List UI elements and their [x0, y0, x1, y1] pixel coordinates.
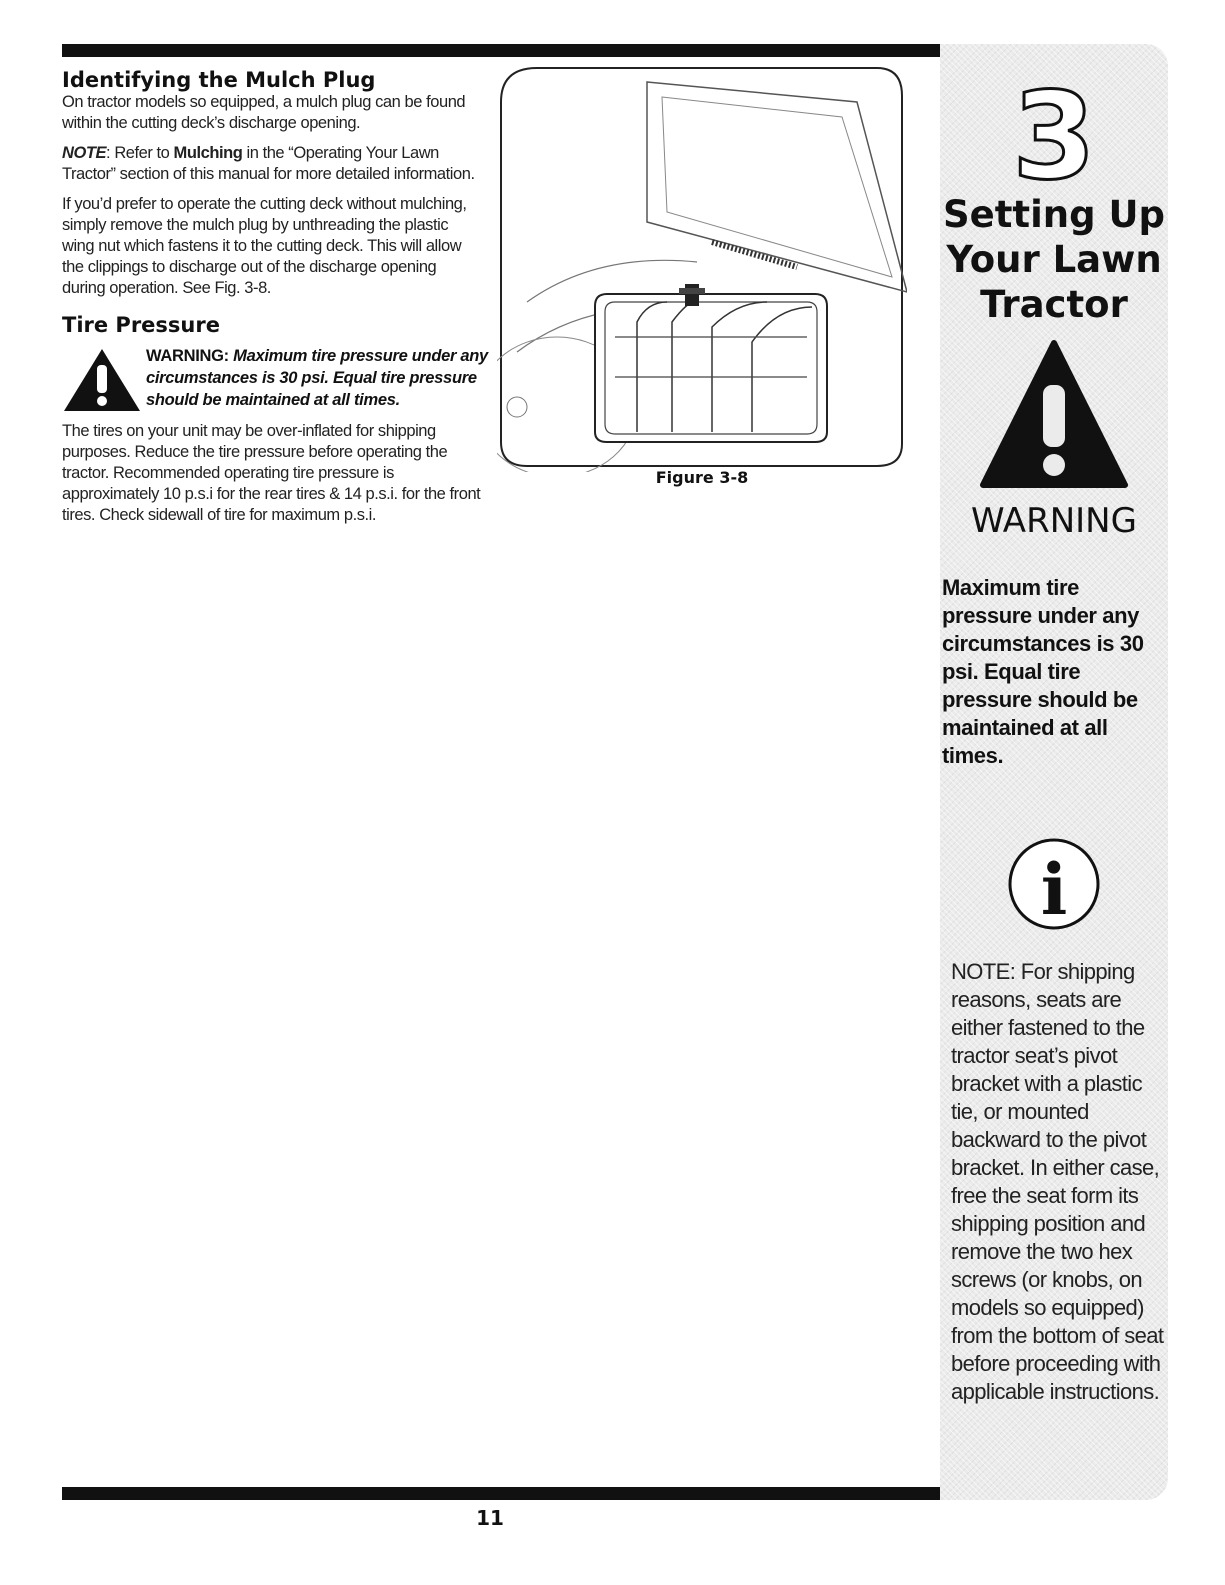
sidebar-info-icon-wrap — [940, 834, 1168, 939]
note-text-start: : Refer to — [106, 144, 174, 162]
main-column — [62, 68, 488, 526]
warning-triangle-icon — [62, 347, 142, 413]
mulch-removal-paragraph: If you’d prefer to operate the cutting deck without mulching, simply remove the mulch plug by unthreading the plastic wing nut which fastens it to the cutting deck. This will allow the clippings to discharge out of the discharge opening during operation. See Fig. 3-8. — [62, 195, 467, 297]
info-icon-letter: i — [1040, 848, 1068, 931]
mulching-note — [62, 143, 482, 185]
footer-rule — [62, 1487, 940, 1500]
figure-caption: Figure 3-8 — [655, 468, 749, 487]
chapter-title-line2: Your Lawn — [946, 238, 1162, 281]
chapter-title — [940, 192, 1168, 327]
chapter-number-graphic — [994, 80, 1114, 190]
warning-label: WARNING: — [146, 347, 229, 365]
chapter-number-badge — [940, 80, 1168, 195]
sidebar-note-text: NOTE: For shipping reasons, seats are either fastened to the tractor seat’s pivot bracket with a plastic tie, or mounted backward to the pivot bracket. In either case, free the seat form its shipping position and remove the two hex screws (or knobs, on models so equipped) from the bottom of seat before proceeding with applicable instructions. — [951, 959, 1164, 1404]
warning-message: Maximum tire pressure under any circumstances is 30 psi. Equal tire pressure should be maintained at all times. — [146, 347, 488, 409]
note-text-end: in the “Operating Your Lawn Tractor” section of this manual for more detailed information. — [62, 144, 475, 183]
info-icon — [1004, 834, 1104, 934]
header-rule — [62, 44, 940, 57]
tire-pressure-heading: Tire Pressure — [62, 313, 220, 337]
mulch-plug-heading: Identifying the Mulch Plug — [62, 68, 376, 92]
chapter-title-line1: Setting Up — [942, 193, 1166, 236]
mulch-intro-paragraph: On tractor models so equipped, a mulch plug can be found within the cutting deck’s discharge opening. — [62, 93, 466, 132]
warning-triangle-icon — [979, 339, 1129, 489]
tire-warning-text — [146, 345, 491, 411]
mulch-plug-figure — [497, 62, 907, 472]
chapter-sidebar — [940, 44, 1168, 1500]
note-mulching-reference: Mulching — [173, 144, 243, 162]
mulch-plug-illustration — [497, 62, 907, 472]
chapter-number: 3 — [1012, 80, 1096, 190]
tire-pressure-paragraph: The tires on your unit may be over-inflated for shipping purposes. Reduce the tire pressure before operating the tractor. Recommended operating tire pressure is approximately 10 p.s.i for the rear tires & 14 p.s.i. for the front tires. Check sidewall of tire for maximum p.s.i. — [62, 422, 481, 524]
tire-warning-callout — [62, 345, 488, 415]
sidebar-warning-text: Maximum tire pressure under any circumstances is 30 psi. Equal tire pressure should be maintained at all times. — [942, 575, 1144, 768]
page-number: 11 — [476, 1506, 504, 1530]
sidebar-warning-icon-wrap — [940, 339, 1168, 494]
sidebar-warning-title: WARNING — [971, 501, 1137, 541]
chapter-title-line3: Tractor — [980, 283, 1128, 326]
note-label: NOTE — [62, 144, 107, 162]
